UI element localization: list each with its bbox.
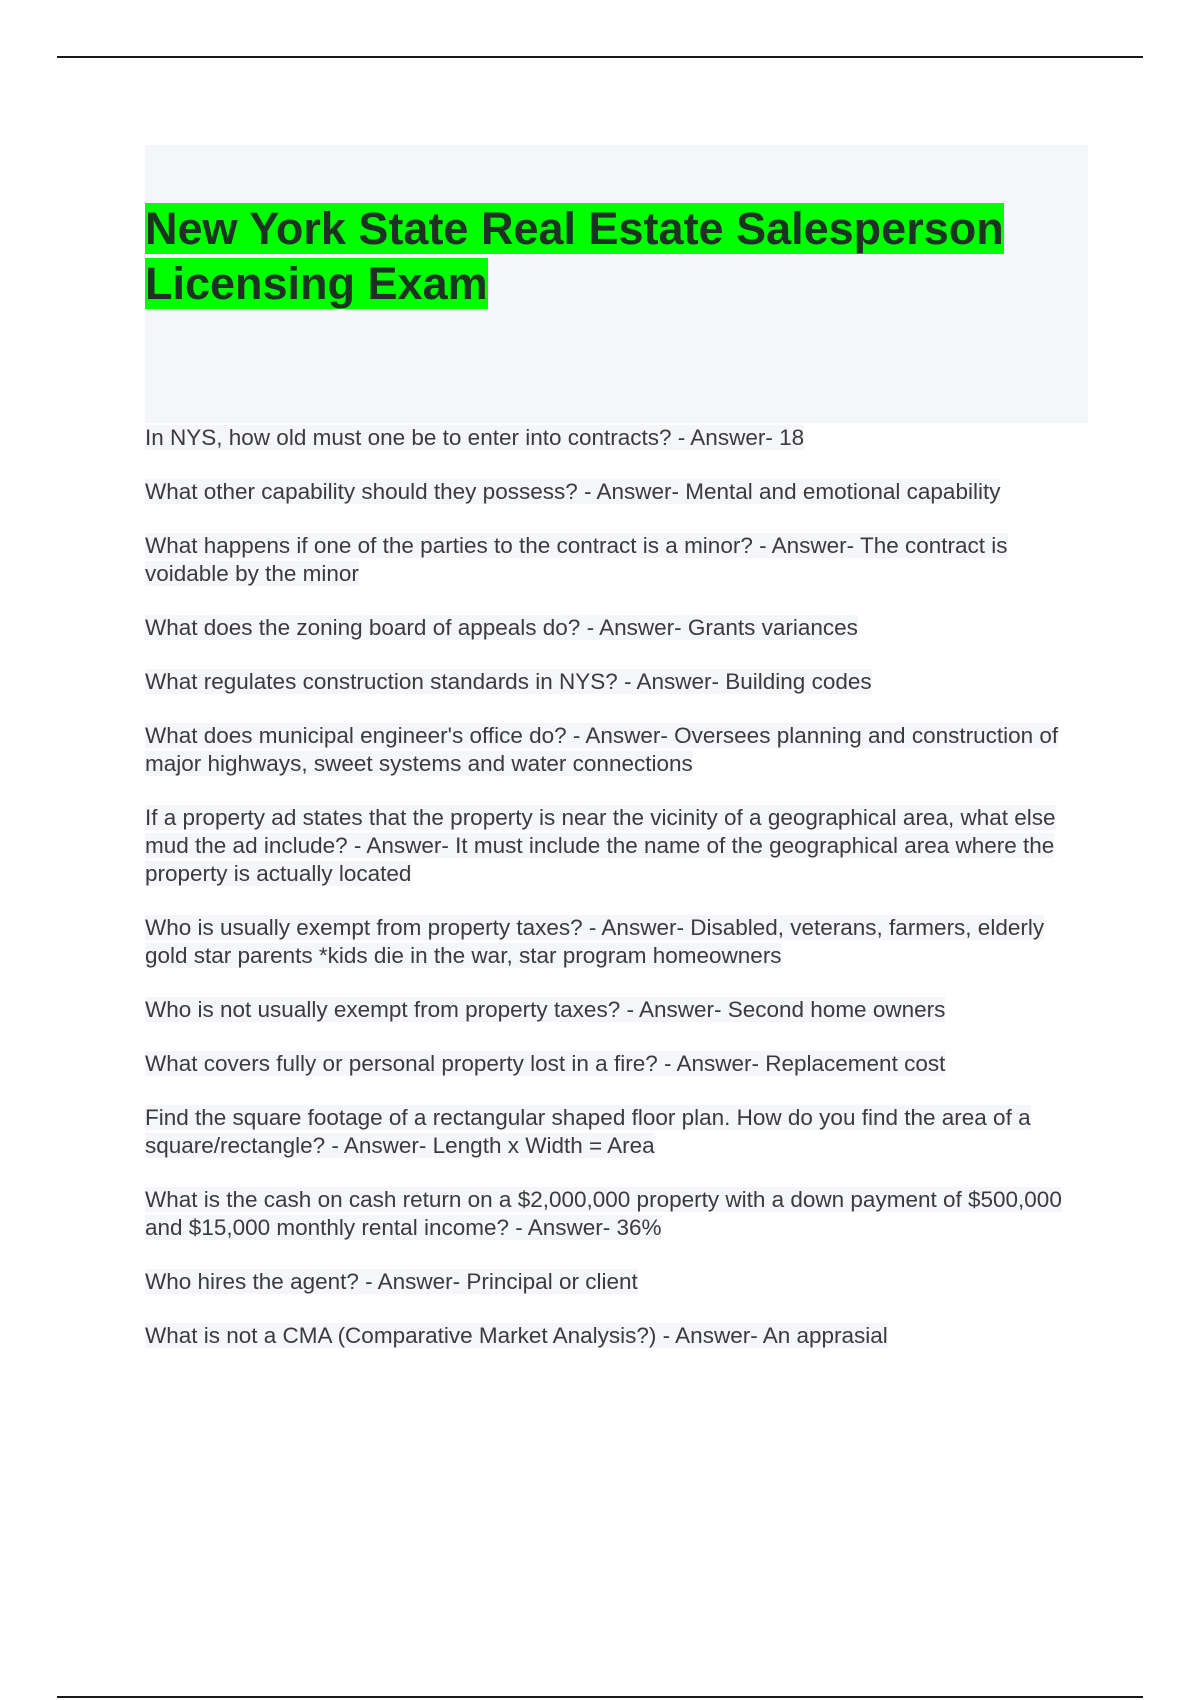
qa-item	[145, 804, 1090, 888]
qa-item	[145, 532, 1090, 588]
qa-text: What happens if one of the parties to the contract is a minor? - Answer- The contract is voidable by the minor	[145, 533, 1008, 586]
qa-text: What other capability should they possess? - Answer- Mental and emotional capability	[145, 479, 1001, 504]
document-title	[145, 201, 1105, 311]
qa-text: What does municipal engineer's office do? - Answer- Oversees planning and construction of major highways, sweet systems and water connections	[145, 723, 1059, 776]
qa-item	[145, 1322, 1090, 1350]
qa-item	[145, 1186, 1090, 1242]
qa-text: If a property ad states that the property is near the vicinity of a geographical area, what else mud the ad include? - Answer- It must include the name of the geographical area where the property is actually located	[145, 805, 1056, 886]
qa-text: What regulates construction standards in NYS? - Answer- Building codes	[145, 669, 872, 694]
qa-text: What covers fully or personal property lost in a fire? - Answer- Replacement cost	[145, 1051, 946, 1076]
title-highlight: New York State Real Estate Salesperson Licensing Exam	[145, 203, 1004, 309]
qa-text: In NYS, how old must one be to enter into contracts? - Answer- 18	[145, 425, 805, 450]
top-rule	[57, 56, 1143, 58]
qa-item	[145, 614, 1090, 642]
qa-text: What is not a CMA (Comparative Market Analysis?) - Answer- An apprasial	[145, 1323, 888, 1348]
qa-text: What does the zoning board of appeals do? - Answer- Grants variances	[145, 615, 858, 640]
qa-item	[145, 424, 1090, 452]
qa-item	[145, 1268, 1090, 1296]
bottom-rule	[57, 1696, 1143, 1698]
qa-text: Find the square footage of a rectangular shaped floor plan. How do you find the area of a square/rectangle? - Answer- Length x Width = Area	[145, 1105, 1031, 1158]
qa-item	[145, 996, 1090, 1024]
qa-item	[145, 1104, 1090, 1160]
qa-text: Who is usually exempt from property taxes? - Answer- Disabled, veterans, farmers, elderly gold star parents *kids die in the war, star program homeowners	[145, 915, 1045, 968]
qa-item	[145, 914, 1090, 970]
qa-item	[145, 668, 1090, 696]
qa-text: Who hires the agent? - Answer- Principal or client	[145, 1269, 638, 1294]
qa-text: What is the cash on cash return on a $2,000,000 property with a down payment of $500,000 and $15,000 monthly rental income? - Answer- 36%	[145, 1187, 1062, 1240]
qa-text: Who is not usually exempt from property taxes? - Answer- Second home owners	[145, 997, 946, 1022]
qa-item	[145, 722, 1090, 778]
qa-item	[145, 478, 1090, 506]
qa-list	[145, 424, 1090, 1376]
qa-item	[145, 1050, 1090, 1078]
